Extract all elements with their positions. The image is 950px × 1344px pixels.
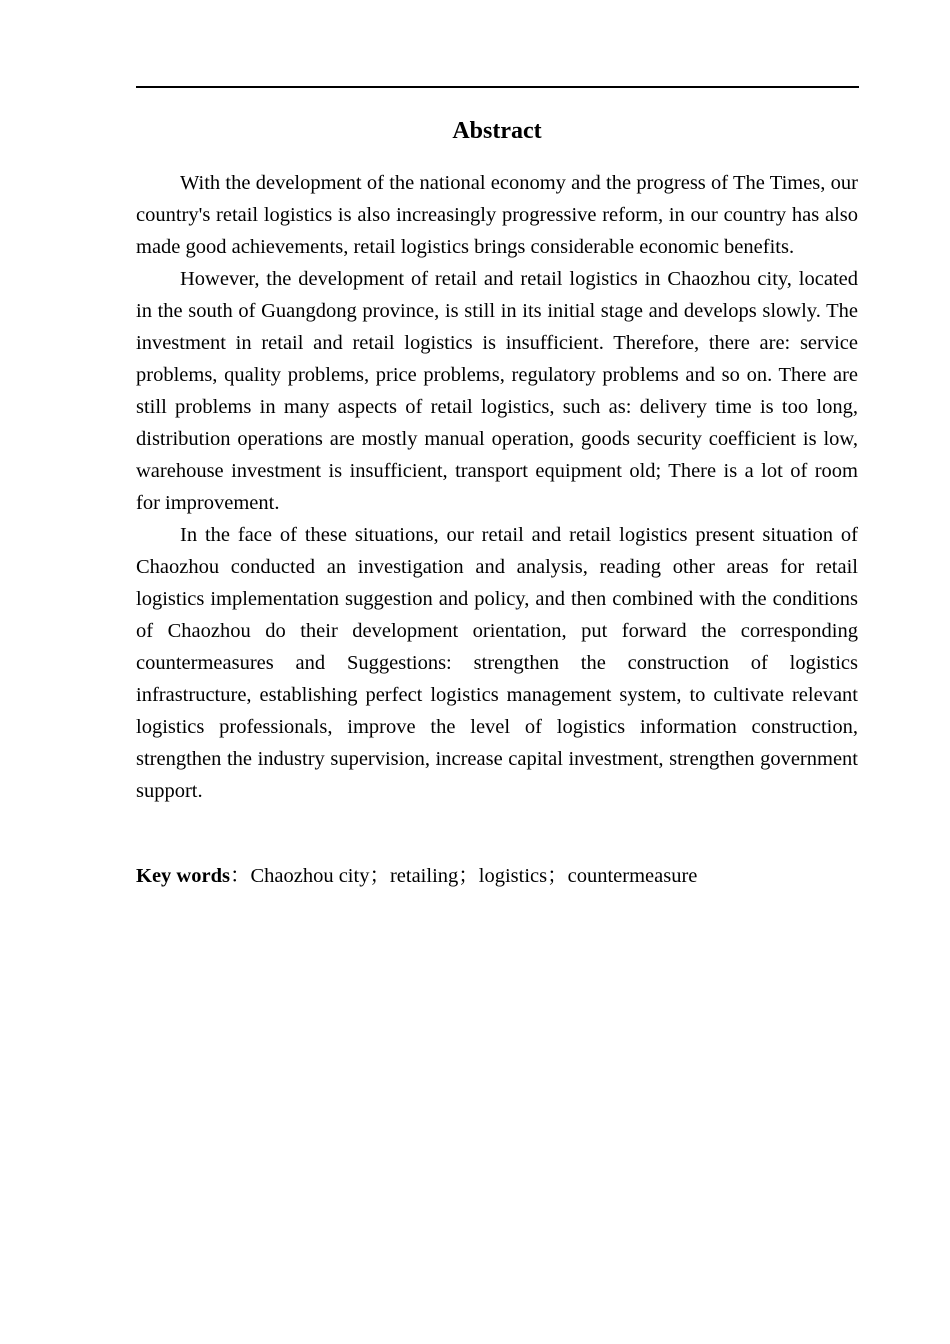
abstract-body xyxy=(136,167,858,807)
header-rule xyxy=(136,86,859,88)
abstract-paragraph-1: With the development of the national economy and the progress of The Times, our country's retail logistics is also increasingly progressive reform, in our country has also made good achievements, retail logistics brings considerable economic benefits. xyxy=(136,172,858,258)
keyword-separator: ； xyxy=(369,865,390,887)
keyword-separator: ； xyxy=(547,865,568,887)
keyword-separator: ； xyxy=(458,865,479,887)
keyword-item: retailing xyxy=(389,865,459,887)
keywords-label: Key words xyxy=(136,865,230,887)
abstract-title: Abstract xyxy=(452,118,542,144)
keywords-line xyxy=(136,860,858,892)
keywords-label-separator: ： xyxy=(229,865,251,887)
keyword-item: Chaozhou city xyxy=(250,865,370,887)
abstract-paragraph-2: However, the development of retail and retail logistics in Chaozhou city, located in the south of Guangdong province, is still in its initial stage and develops slowly. The investment in retail and retail logistics is insufficient. Therefore, there are: service problems, quality problems, price problems, regulatory problems and so on. There are still problems in many aspects of retail logistics, such as: delivery time is too long, distribution operations are mostly manual operation, goods security coefficient is low, warehouse investment is insufficient, transport equipment old; There is a lot of room for improvement. xyxy=(136,268,858,514)
keyword-item: countermeasure xyxy=(567,865,698,887)
abstract-paragraph-3: In the face of these situations, our retail and retail logistics present situation of Chaozhou conducted an investigation and analysis, reading other areas for retail logistics implementation suggestion and policy, and then combined with the conditions of Chaozhou do their development orientation, put forward the corresponding countermeasures and Suggestions: strengthen the construction of logistics infrastructure, establishing perfect logistics management system, to cultivate relevant logistics professionals, improve the level of logistics information construction, strengthen the industry supervision, increase capital investment, strengthen government support. xyxy=(136,524,858,802)
keyword-item: logistics xyxy=(478,865,548,887)
